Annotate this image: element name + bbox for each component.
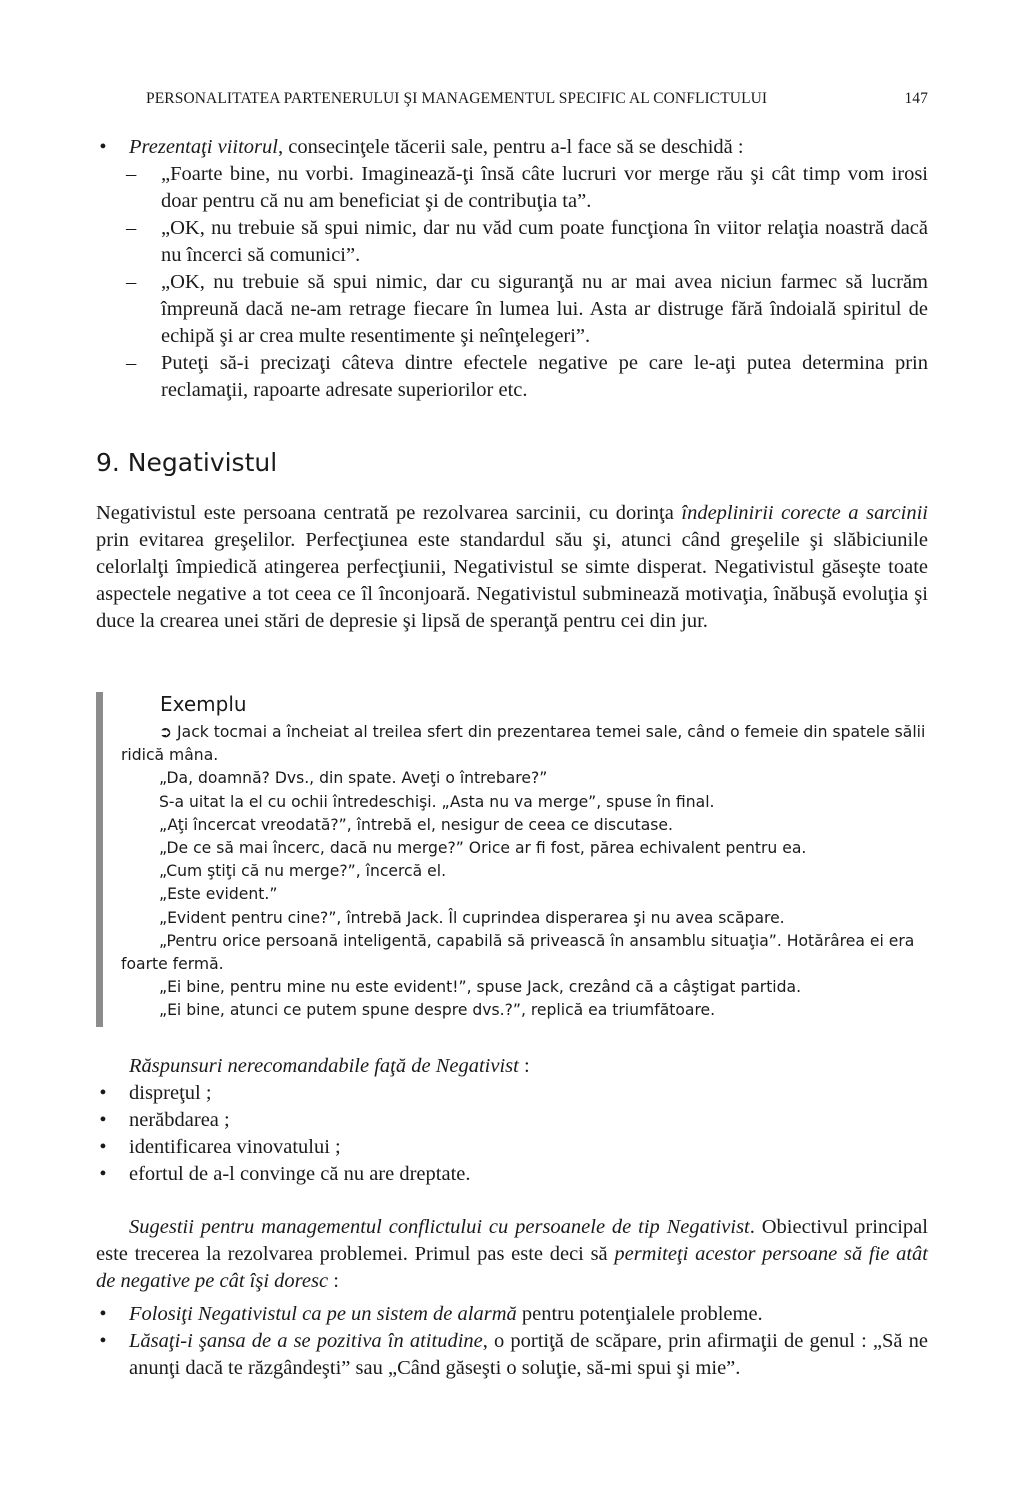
list-item bbox=[96, 1161, 928, 1188]
running-header bbox=[146, 90, 928, 108]
bullet-mark: • bbox=[99, 1082, 107, 1104]
dash-item-text: „Foarte bine, nu vorbi. Imaginează-ţi însă câte lucruri vor merge rău şi cât timp vom irosi doar pentru că nu am beneficiat şi de contribuţia ta”. bbox=[161, 163, 928, 212]
dash-item bbox=[96, 215, 928, 269]
list-item-text: identificarea vinovatului ; bbox=[129, 1136, 341, 1158]
text-run: . Obiectivul principal este trecerea la rezolvarea problemei. Primul pas este deci să bbox=[96, 1216, 928, 1265]
bullet-mark: • bbox=[99, 136, 107, 158]
example-line: „Ei bine, pentru mine nu este evident!”, spuse Jack, crezând că a câştigat partida. bbox=[159, 978, 802, 997]
dash-mark: – bbox=[126, 271, 137, 293]
emphasis: permiteţi acestor persoane să fie atât de negative pe cât îşi doresc bbox=[96, 1243, 928, 1292]
suggestions-paragraph bbox=[96, 1214, 928, 1295]
emphasis: Sugestii pentru managementul conflictului cu persoanele de tip Negativist bbox=[129, 1216, 750, 1238]
emphasis: Răspunsuri nerecomandabile faţă de Negativist bbox=[129, 1055, 519, 1077]
list-item-text: , o portiţă de scăpare, prin afirmaţii de genul : „Să ne anunţi dacă te răzgândeşti” sau „Când găseşti o soluţie, să-mi spui şi mie”. bbox=[129, 1330, 928, 1379]
example-line-text: Jack tocmai a încheiat al treilea sfert din prezentarea temei sale, când o femeie din spatele sălii ridică mâna. bbox=[121, 723, 926, 765]
list-item-text: pentru potenţialele probleme. bbox=[516, 1303, 763, 1325]
list-item bbox=[96, 134, 928, 161]
example-line: „Da, doamnă? Dvs., din spate. Aveţi o întrebare?” bbox=[159, 769, 548, 788]
bullet-mark: • bbox=[99, 1303, 107, 1325]
list-item bbox=[96, 1328, 928, 1382]
example-line: „Ei bine, atunci ce putem spune despre dvs.?”, replică ea triumfătoare. bbox=[159, 1001, 716, 1020]
list-item-text: , consecinţele tăcerii sale, pentru a-l face să se deschidă : bbox=[278, 136, 744, 158]
dash-item bbox=[96, 269, 928, 350]
dash-item-text: Puteţi să-i precizaţi câteva dintre efectele negative pe care le-aţi putea determina prin reclamaţii, rapoarte adresate superiorilor etc. bbox=[161, 352, 928, 401]
example-line bbox=[121, 721, 928, 767]
list-item bbox=[96, 1301, 928, 1328]
running-title: PERSONALITATEA PARTENERULUI ŞI MANAGEMENTUL SPECIFIC AL CONFLICTULUI bbox=[146, 90, 768, 107]
list-item bbox=[96, 1080, 928, 1107]
text-run: Negativistul este persoana centrată pe rezolvarea sarcinii, cu dorinţa bbox=[96, 502, 682, 524]
list-item-text: dispreţul ; bbox=[129, 1082, 212, 1104]
intro-bullet-block bbox=[96, 134, 928, 404]
not-recommended-block bbox=[96, 1053, 928, 1188]
example-line: „De ce să mai încerc, dacă nu merge?” Orice ar fi fost, părea echivalent pentru ea. bbox=[159, 839, 807, 858]
suggestions-block bbox=[96, 1214, 928, 1382]
section-title: 9. Negativistul bbox=[96, 448, 278, 477]
example-line: S-a uitat la el cu ochii întredeschişi. „Asta nu va merge”, spuse în final. bbox=[159, 792, 715, 811]
bullet-mark: • bbox=[99, 1109, 107, 1131]
emphasis: Lăsaţi-i şansa de a se pozitiva în atitudine bbox=[129, 1330, 483, 1352]
dash-item-text: „OK, nu trebuie să spui nimic, dar cu siguranţă nu ar mai avea niciun farmec să lucrăm împreună dacă ne-am retrage fiecare în lumea lui. Asta ar distruge fără îndoială spiritul de echipă şi ar crea multe resentimente şi neînţelegeri”. bbox=[161, 271, 928, 347]
list-item-text: nerăbdarea ; bbox=[129, 1109, 230, 1131]
example-line: „Evident pentru cine?”, întrebă Jack. Îl cuprindea disperarea şi nu avea scăpare. bbox=[159, 908, 785, 927]
emphasis: Folosiţi Negativistul ca pe un sistem de alarmă bbox=[129, 1303, 517, 1325]
bullet-mark: • bbox=[99, 1330, 107, 1352]
dash-item bbox=[96, 161, 928, 215]
not-recommended-heading bbox=[96, 1053, 928, 1080]
dash-mark: – bbox=[126, 163, 137, 185]
section-paragraph bbox=[96, 500, 928, 635]
emphasis: îndeplinirii corecte a sarcinii bbox=[681, 502, 928, 524]
dash-mark: – bbox=[126, 217, 137, 239]
page-number: 147 bbox=[904, 90, 928, 107]
arrow-icon: ➲ bbox=[159, 723, 173, 741]
text-run: prin evitarea greşelilor. Perfecţiunea este standardul său şi, atunci când greşelile şi slăbiciunile celorlalţi împiedică atingerea perfecţiunii, Negativistul se simte disperat. Negativistul găseşte toate aspectele negative a tot ceea ce îl înconjoară. Negativistul subminează motivaţia, înăbuşă evoluţia şi duce la crearea unei stări de depresie şi lipsă de speranţă pentru cei din jur. bbox=[96, 529, 928, 632]
example-line: „Cum ştiţi că nu merge?”, încercă el. bbox=[159, 862, 447, 881]
list-item bbox=[96, 1134, 928, 1161]
example-line: „Pentru orice persoană inteligentă, capabilă să privească în ansamblu situaţia”. Hotărârea ei era foarte fermă. bbox=[121, 931, 915, 974]
example-sidebar-rule bbox=[96, 692, 103, 1027]
text-run: : bbox=[328, 1270, 339, 1292]
dash-mark: – bbox=[126, 352, 137, 374]
bullet-mark: • bbox=[99, 1163, 107, 1185]
dash-item bbox=[96, 350, 928, 404]
text-run: : bbox=[518, 1055, 530, 1077]
list-item-text: efortul de a-l convinge că nu are dreptate. bbox=[129, 1163, 471, 1185]
example-text bbox=[121, 721, 928, 1023]
bullet-mark: • bbox=[99, 1136, 107, 1158]
dash-item-text: „OK, nu trebuie să spui nimic, dar nu văd cum poate funcţiona în viitor relaţia noastră dacă nu încerci să comunici”. bbox=[161, 217, 928, 266]
example-line: „Este evident.” bbox=[159, 885, 278, 904]
emphasis: Prezentaţi viitorul bbox=[129, 136, 278, 158]
list-item bbox=[96, 1107, 928, 1134]
example-title: Exemplu bbox=[160, 692, 247, 716]
example-box bbox=[96, 692, 928, 1027]
example-line: „Aţi încercat vreodată?”, întrebă el, nesigur de ceea ce discutase. bbox=[159, 815, 673, 834]
